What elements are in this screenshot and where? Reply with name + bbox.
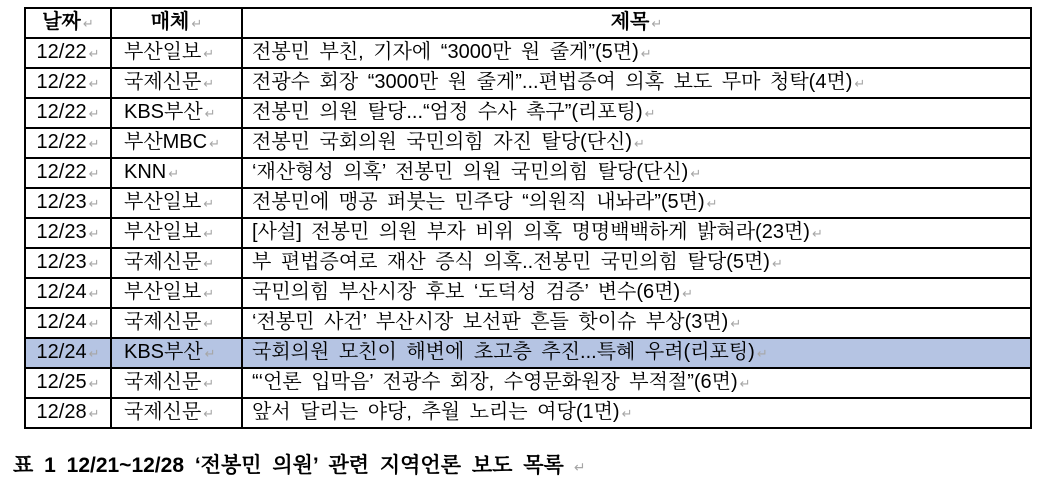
cell-date [25,68,111,98]
cell-media [111,68,242,98]
paragraph-mark-icon: ↵ [88,136,100,151]
cell-date [25,308,111,338]
cell-date [25,128,111,158]
table-row [25,188,1031,218]
table-row [25,368,1031,398]
cell-title [242,68,1031,98]
cell-date-text: 12/22 [36,161,87,183]
header-date-label: 날짜 [42,11,81,33]
cell-media-text: 부산일보 [124,281,202,303]
header-date [25,8,111,38]
cell-date [25,218,111,248]
paragraph-mark-icon: ↵ [209,136,220,151]
cell-media [111,338,242,368]
table-row [25,128,1031,158]
paragraph-mark-icon: ↵ [203,76,215,91]
cell-media-text: 국제신문 [124,311,202,333]
paragraph-mark-icon: ↵ [88,406,100,421]
document-page [0,7,1046,503]
header-media-label: 매체 [150,11,190,33]
header-title-label: 제목 [610,11,650,33]
cell-media [111,98,242,128]
cell-date [25,188,111,218]
cell-date-text: 12/24 [36,281,87,303]
cell-media [111,38,242,68]
paragraph-mark-icon: ↵ [204,346,216,361]
paragraph-mark-icon: ↵ [706,196,718,211]
paragraph-mark-icon: ↵ [811,226,823,241]
paragraph-mark-icon: ↵ [88,256,100,271]
header-row [25,8,1031,38]
cell-date [25,338,111,368]
cell-title [242,278,1031,308]
cell-date [25,368,111,398]
table-caption-text: 표 1 12/21~12/28 ‘전봉민 의원’ 관련 지역언론 보도 목록 [13,454,564,477]
cell-media [111,368,242,398]
table-row [25,278,1031,308]
cell-media-text: 부산MBC [124,131,208,153]
cell-date [25,398,111,428]
cell-title-text: [사설] 전봉민 의원 부자 비위 의혹 명명백백하게 밝혀라(23면) [252,221,810,243]
paragraph-mark-icon: ↵ [771,256,783,271]
header-media [111,8,242,38]
cell-title [242,248,1031,278]
cell-media-text: 국제신문 [124,371,202,393]
paragraph-mark-icon: ↵ [168,166,180,181]
cell-media [111,248,242,278]
paragraph-mark-icon: ↵ [203,406,215,421]
cell-media [111,158,242,188]
cell-title [242,98,1031,128]
cell-media-text: 국제신문 [124,251,202,273]
paragraph-mark-icon: ↵ [690,166,702,181]
cell-media-text: KBS부산 [124,341,203,363]
cell-date [25,158,111,188]
cell-date-text: 12/28 [36,401,87,423]
paragraph-mark-icon: ↵ [204,106,216,121]
table-row [25,68,1031,98]
cell-media-text: KBS부산 [124,101,203,123]
cell-date-text: 12/22 [36,71,87,93]
cell-title-text: 부 편법증여로 재산 증식 의혹..전봉민 국민의힘 탈당(5면) [252,251,770,273]
paragraph-mark-icon: ↵ [651,16,663,31]
cell-title-text: 앞서 달리는 야당, 추월 노리는 여당(1면) [252,401,620,423]
paragraph-mark-icon: ↵ [739,376,751,391]
table-caption [13,449,1046,479]
cell-media-text: 부산일보 [124,191,202,213]
paragraph-mark-icon: ↵ [640,46,652,61]
cell-date [25,98,111,128]
paragraph-mark-icon: ↵ [88,76,100,91]
paragraph-mark-icon: ↵ [88,286,100,301]
cell-date-text: 12/22 [36,101,87,123]
cell-title [242,308,1031,338]
paragraph-mark-icon: ↵ [191,16,203,31]
paragraph-mark-icon: ↵ [756,346,768,361]
cell-title-text: 전봉민 국회의원 국민의힘 자진 탈당(단신) [252,131,632,153]
paragraph-mark-icon: ↵ [88,226,100,241]
cell-media [111,278,242,308]
cell-media-text: 국제신문 [124,401,202,423]
paragraph-mark-icon: ↵ [82,16,94,31]
cell-title-text: ‘재산형성 의혹’ 전봉민 의원 국민의힘 탈당(단신) [252,161,689,183]
paragraph-mark-icon: ↵ [203,376,215,391]
cell-title [242,368,1031,398]
paragraph-mark-icon: ↵ [573,459,586,475]
cell-media [111,308,242,338]
media-report-table [24,7,1032,429]
paragraph-mark-icon: ↵ [203,196,215,211]
table-row [25,218,1031,248]
paragraph-mark-icon: ↵ [88,106,100,121]
cell-title [242,398,1031,428]
cell-title [242,158,1031,188]
cell-date-text: 12/24 [36,341,87,363]
paragraph-mark-icon: ↵ [203,256,215,271]
cell-title [242,38,1031,68]
paragraph-mark-icon: ↵ [88,376,100,391]
cell-title [242,218,1031,248]
table-row [25,338,1031,368]
cell-media-text: 부산일보 [124,41,202,63]
cell-date-text: 12/23 [36,251,87,273]
cell-date-text: 12/25 [36,371,87,393]
cell-date [25,278,111,308]
cell-title-text: 전봉민에 맹공 퍼붓는 민주당 “의원직 내놔라”(5면) [252,191,705,213]
table-row [25,398,1031,428]
paragraph-mark-icon: ↵ [203,46,215,61]
cell-title-text: 전봉민 부친, 기자에 “3000만 원 줄게”(5면) [252,41,639,63]
cell-title [242,338,1031,368]
paragraph-mark-icon: ↵ [88,46,100,61]
paragraph-mark-icon: ↵ [88,346,100,361]
paragraph-mark-icon: ↵ [88,196,100,211]
cell-title-text: 국민의힘 부산시장 후보 ‘도덕성 검증’ 변수(6면) [252,281,681,303]
cell-date-text: 12/22 [36,41,87,63]
cell-title-text: 전광수 회장 “3000만 원 줄게”...편법증여 의혹 보도 무마 청탁(4면) [252,71,853,93]
cell-media [111,128,242,158]
paragraph-mark-icon: ↵ [634,136,645,151]
cell-title-text: 국회의원 모친이 해변에 초고층 추진...특혜 우려(리포팅) [252,341,755,363]
paragraph-mark-icon: ↵ [88,166,100,181]
paragraph-mark-icon: ↵ [644,106,656,121]
cell-title-text: 전봉민 의원 탈당...“엄정 수사 촉구”(리포팅) [252,101,643,123]
table-row [25,248,1031,278]
cell-date-text: 12/23 [36,221,87,243]
cell-date-text: 12/23 [36,191,87,213]
paragraph-mark-icon: ↵ [682,286,694,301]
table-row [25,98,1031,128]
cell-date-text: 12/24 [36,311,87,333]
cell-date [25,248,111,278]
cell-date-text: 12/22 [36,131,87,153]
cell-title [242,128,1031,158]
cell-media-text: 국제신문 [124,71,202,93]
cell-title [242,188,1031,218]
paragraph-mark-icon: ↵ [203,316,215,331]
cell-title-text: ‘전봉민 사건’ 부산시장 보선판 흔들 핫이슈 부상(3면) [252,311,729,333]
cell-media [111,398,242,428]
cell-title-text: “‘언론 입막음’ 전광수 회장, 수영문화원장 부적절”(6면) [252,371,738,393]
paragraph-mark-icon: ↵ [621,406,633,421]
paragraph-mark-icon: ↵ [203,286,215,301]
header-title [242,8,1031,38]
paragraph-mark-icon: ↵ [203,226,215,241]
cell-media-text: 부산일보 [124,221,202,243]
table-row [25,308,1031,338]
paragraph-mark-icon: ↵ [854,76,866,91]
paragraph-mark-icon: ↵ [88,316,100,331]
table-row [25,158,1031,188]
cell-media [111,218,242,248]
paragraph-mark-icon: ↵ [730,316,742,331]
cell-date [25,38,111,68]
cell-media-text: KNN [124,161,167,183]
table-row [25,38,1031,68]
cell-media [111,188,242,218]
